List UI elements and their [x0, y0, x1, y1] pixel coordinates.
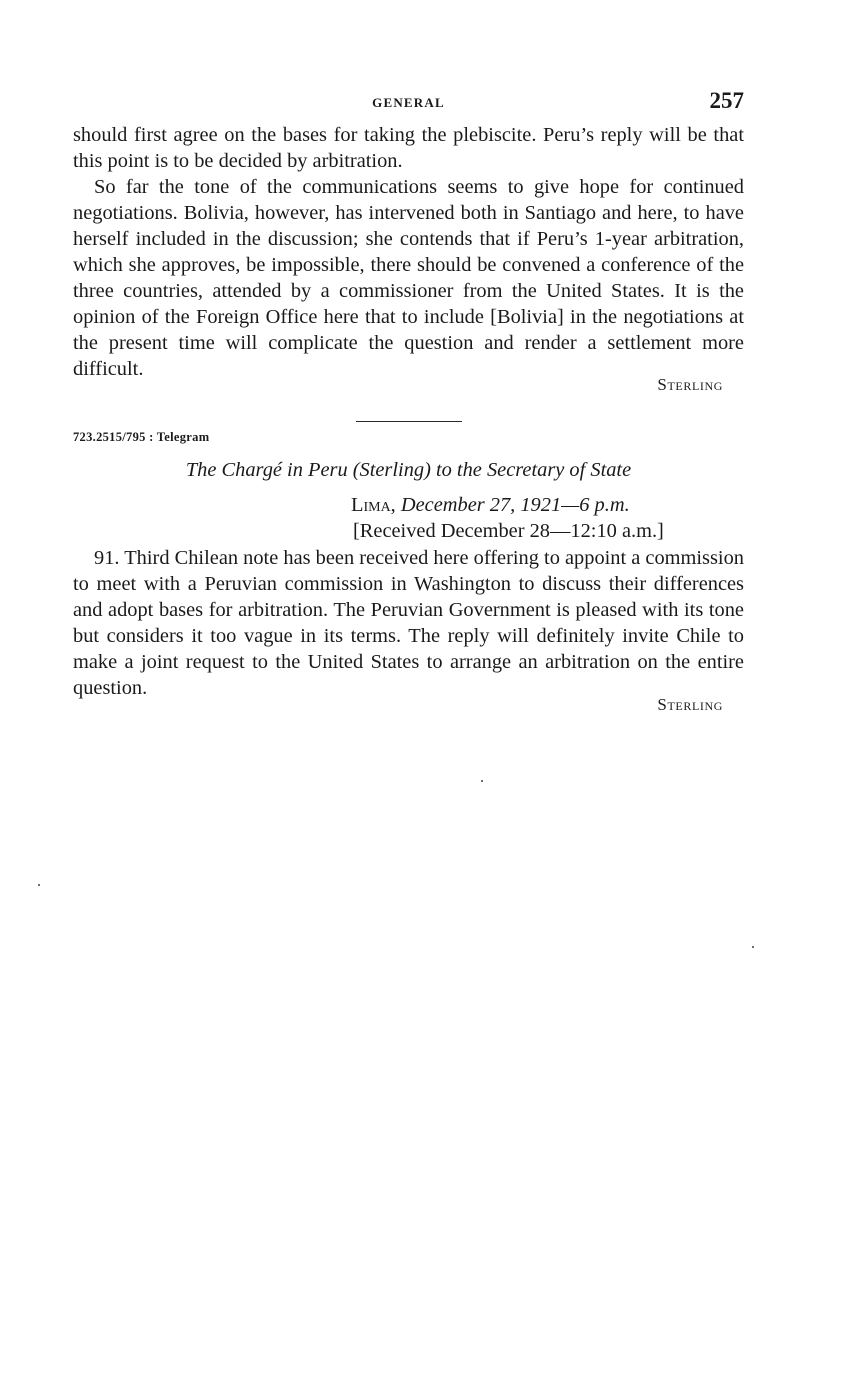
document-page [73, 88, 744, 715]
running-head [73, 88, 744, 122]
section-divider [356, 421, 462, 422]
print-speck [481, 780, 483, 782]
print-speck [752, 946, 754, 948]
dateline [351, 492, 744, 518]
telegram-title: The Chargé in Peru (Sterling) to the Secretary of State [185, 459, 632, 481]
file-reference: 723.2515/795 : Telegram [73, 430, 210, 444]
paragraph-continuation: should first agree on the bases for taking the plebiscite. Peru’s reply will be that this point is to be decided by arbitration. [73, 124, 744, 172]
running-title: GENERAL [372, 95, 445, 110]
dateline-date: December 27, 1921—6 p.m. [400, 494, 630, 516]
telegram-body: 91. Third Chilean note has been received here offering to appoint a commission to meet with a Peruvian commission in Washington to discuss their differences and adopt bases for arbitration. The Peruvian Government is pleased with its tone but considers it too vague in its terms. The reply will definitely invite Chile to make a joint request to the United States to arrange an arbitration on the entire question. [73, 547, 744, 699]
signature-sterling-1: Sterling [657, 375, 723, 394]
received-note: [Received December 28—12:10 a.m.] [353, 520, 664, 542]
signature-sterling-2: Sterling [657, 695, 723, 714]
print-speck [38, 884, 40, 886]
dateline-place: Lima, [351, 494, 396, 516]
page-number: 257 [709, 88, 744, 113]
paragraph-bolivia: So far the tone of the communications seems to give hope for continued negotiations. Bolivia, however, has intervened both in Santiago and here, to have herself included in the discussion; she contends that if Peru’s 1-year arbitration, which she approves, be impossible, there should be convened a conference of the three countries, attended by a commissioner from the United States. It is the opinion of the Foreign Office here that to include [Bolivia] in the negotiations at the present time will complicate the question and render a settlement more difficult. [73, 176, 744, 380]
